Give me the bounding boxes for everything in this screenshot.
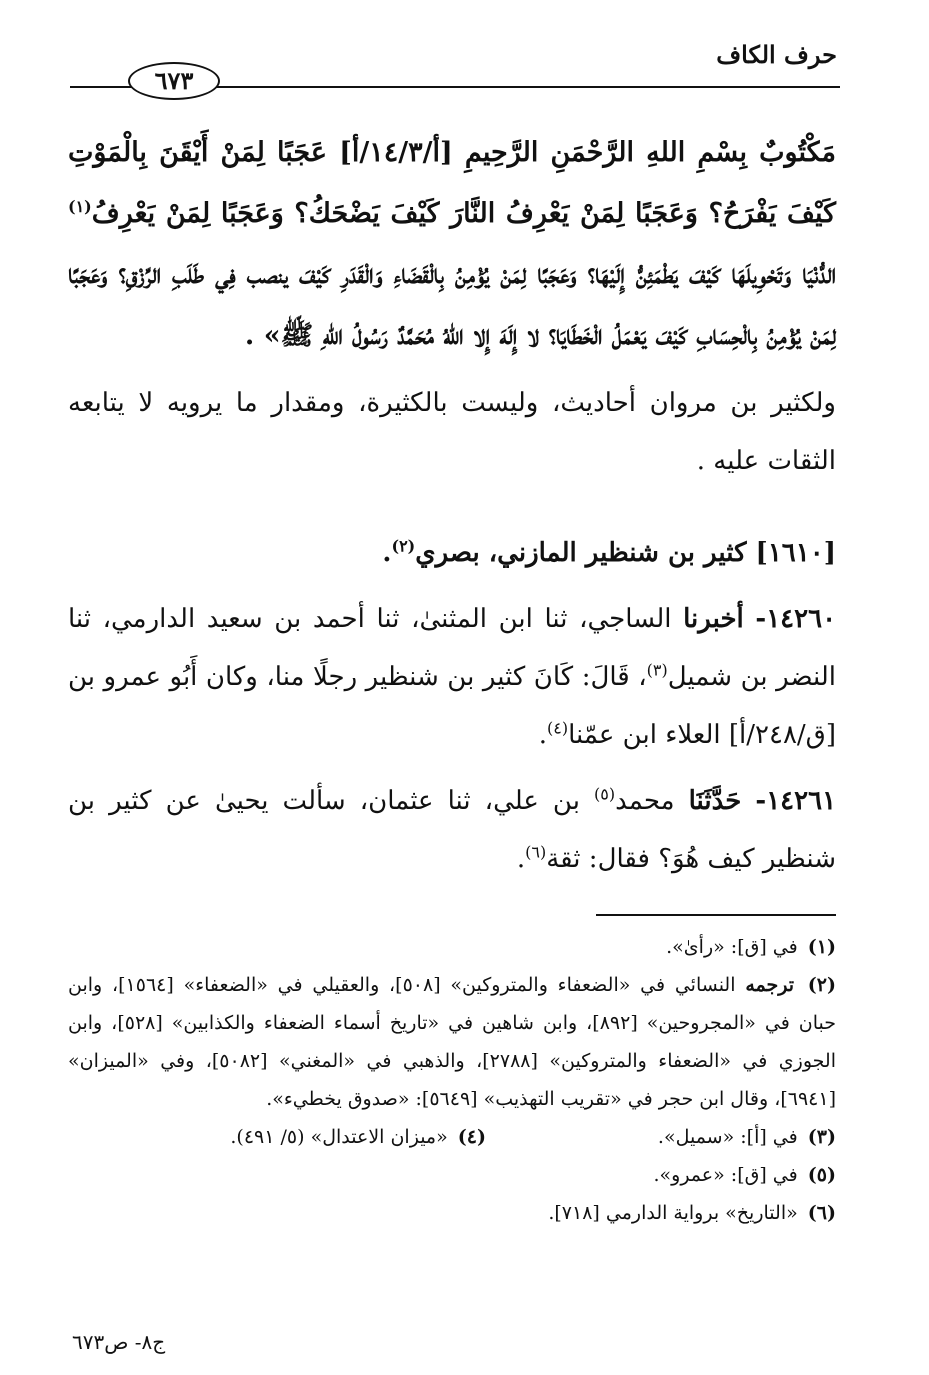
footnote-marker-2: (٢) bbox=[391, 536, 416, 556]
hadith-text: بن علي، ثنا عثمان، سألت يحيىٰ عن كثير بن شنظير كيف هُوَ؟ فقال: ثقة bbox=[68, 786, 836, 874]
footnote-number: (٥) bbox=[807, 1164, 836, 1186]
entry-heading-end: . bbox=[382, 538, 392, 568]
hadith-14261 bbox=[68, 772, 836, 888]
page-number-badge: ٦٧٣ bbox=[128, 62, 220, 100]
footnote-text: في [أ]: «سميل». bbox=[657, 1126, 798, 1148]
hadith-end: . bbox=[538, 720, 547, 750]
hadith-text: الساجي، ثنا ابن المثنىٰ، ثنا أحمد بن سعيد الدارمي، ثنا النضر بن شميل bbox=[68, 604, 836, 692]
quoted-text-continued: الدُّنْيَا وَتَحْوِيلَهَا كَيْفَ يَطْمَئِنُّ إِلَيْهَا؟ وَعَجَبًا لِمَنْ يُؤْمِنُ بِالْقَضَاءِ وَالْقَدَرِ كَيْفَ ينصب فِي طَلَبِ الرِّزْقِ؟ وَعَجَبًا لِمَنْ يُؤْمِنُ بِالْحِسَابِ كَيْفَ يَعْمَلُ الْخَطَايَا؟ لا إِلَهَ إِلا اللهُ مُحَمَّدٌ رَسُولُ اللهِ ﷺ» . bbox=[68, 259, 836, 351]
hadith-end: . bbox=[516, 844, 526, 874]
footnote-marker-5: (٥) bbox=[594, 784, 616, 804]
footnote-separator bbox=[596, 914, 836, 916]
footnotes bbox=[68, 928, 836, 1232]
footnote-text: في [ق]: «عمرو». bbox=[653, 1164, 798, 1186]
chapter-title: حرف الكاف bbox=[716, 40, 837, 69]
footnote-text: «التاريخ» برواية الدارمي [٧١٨]. bbox=[548, 1202, 798, 1224]
quoted-text: مَكْتُوبٌ بِسْمِ اللهِ الرَّحْمَنِ الرَّحِيمِ [أ/١٤/٣/أ] عَجَبًا لِمَنْ أَيْقَنَ بِالْمَوْتِ كَيْفَ يَفْرَحُ؟ وَعَجَبًا لِمَنْ يَعْرِفُ النَّارَ كَيْفَ يَضْحَكُ؟ وَعَجَبًا لِمَنْ يَعْرِفُ bbox=[68, 137, 836, 229]
footnote-number: (٦) bbox=[807, 1202, 836, 1224]
footnote-number: (١) bbox=[807, 936, 836, 958]
commentary-paragraph: ولكثير بن مروان أحاديث، وليست بالكثيرة، ومقدار ما يرويه لا يتابعه الثقات عليه . bbox=[68, 388, 836, 476]
footnote-marker-4: (٤) bbox=[547, 718, 569, 738]
footnote-2 bbox=[68, 966, 836, 1118]
hadith-text: محمد bbox=[615, 786, 675, 816]
entry-heading-text: [١٦١٠] كثير بن شنظير المازني، بصري bbox=[415, 538, 836, 568]
volume-page-reference: ج٨- ص٦٧٣ bbox=[72, 1330, 166, 1354]
hadith-number: ١٤٢٦٠- bbox=[755, 604, 837, 634]
entry-heading bbox=[68, 528, 836, 578]
footnote-4 bbox=[136, 1118, 486, 1156]
footnote-1 bbox=[68, 928, 836, 966]
footnote-text: في [ق]: «رأىٰ». bbox=[666, 936, 798, 958]
footnote-marker-6: (٦) bbox=[525, 842, 547, 862]
quoted-text-paragraph bbox=[68, 122, 836, 366]
transmission-keyword: حَدَّثَنَا bbox=[688, 786, 742, 816]
hadith-text: ، قَالَ: كَانَ كثير بن شنظير رجلًا منا، وكان أَبُو عمرو بن [ق/٢٤٨/أ] العلاء ابن عمّنا bbox=[68, 662, 836, 750]
footnote-6 bbox=[68, 1194, 836, 1232]
footnote-number: (٢) bbox=[807, 974, 837, 996]
footnote-5 bbox=[68, 1156, 836, 1194]
footnote-text: النسائي في «الضعفاء والمتروكين» [٥٠٨]، والعقيلي في «الضعفاء» [١٥٦٤]، وابن حبان في «المجروحين» [٨٩٢]، وابن شاهين في «تاريخ أسماء الضعفاء والكذابين» [٥٢٨]، وابن الجوزي في «الضعفاء والمتروكين» [٢٧٨٨]، والذهبي في «المغني» [٥٠٨٢]، وفي «الميزان» [٦٩٤١]، وقال ابن حجر في «تقريب التهذيب» [٥٦٤٩]: «صدوق يخطيء». bbox=[68, 974, 836, 1110]
main-text bbox=[68, 122, 836, 888]
page-header bbox=[0, 0, 929, 110]
hadith-number: ١٤٢٦١- bbox=[755, 786, 837, 816]
footnote-marker-1: (١) bbox=[68, 197, 92, 216]
footnote-text: «ميزان الاعتدال» (٥/ ٤٩١). bbox=[230, 1126, 448, 1148]
footnote-marker-3: (٣) bbox=[646, 660, 668, 680]
hadith-14260 bbox=[68, 590, 836, 764]
footnote-number: (٤) bbox=[457, 1126, 486, 1148]
transmission-keyword: أخبرنا bbox=[683, 604, 744, 634]
footnote-pair bbox=[68, 1118, 836, 1156]
footnote-number: (٣) bbox=[807, 1126, 836, 1148]
footnote-keyword: ترجمه bbox=[745, 974, 794, 996]
footnote-3 bbox=[486, 1118, 836, 1156]
